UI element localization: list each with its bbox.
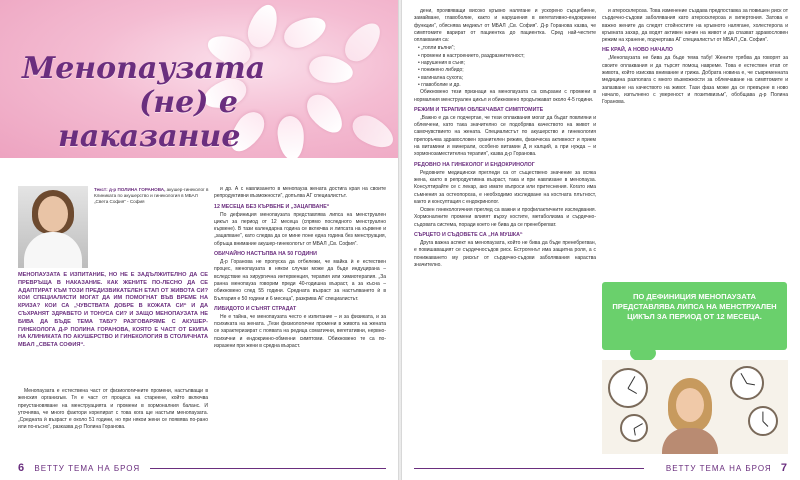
paragraph: и др. А с навлизането в менопауза жената достига края на своите репродуктивни възможности“, допълва АГ специалистът.	[214, 186, 386, 200]
section-heading: НЕ КРАЙ, А НОВО НАЧАЛО	[602, 47, 673, 54]
page-number: 6	[18, 462, 26, 474]
portrait-coat	[24, 232, 82, 268]
clock-hand	[633, 428, 635, 435]
clock-icon	[730, 366, 764, 400]
hero-image-petals	[0, 0, 398, 158]
author-caption	[94, 187, 212, 205]
author-name: Текст: д-р ПОЛИНА ГОРАНОВА,	[94, 187, 166, 192]
page-number: 7	[780, 462, 788, 474]
left-folio	[18, 462, 140, 474]
paragraph: „Важно е да се подчертае, че тези оплаквания могат да бъдат повлияни и облекчени, като така значително се подобрява качеството на живот и самочувствието на жената. Специалистът по акушерство и гинекология препоръчва здравословен хранителен режим, физическа активност и прием на витамини и минерали, особено витамин Д и калций, а при нужда – и хормонозаместителна терапия“, казва д-р Горанова.	[414, 114, 596, 158]
stressed-woman-figure	[660, 378, 720, 454]
portrait-face	[38, 196, 68, 232]
left-page	[0, 0, 398, 480]
list-item: • главоболие и др.	[418, 81, 461, 88]
section-heading: РЕЖИМ И ТЕРАПИИ ОБЛЕКЧАВАТ СИМПТОМИТЕ	[414, 106, 544, 113]
section-heading: СЪРЦЕТО И СЪДОВЕТЕ СА „НА МУШКА“	[414, 232, 523, 239]
section-label: ВЕТТУ ТЕМА НА БРОЯ	[665, 464, 772, 473]
right-column-1	[414, 8, 596, 270]
figure-top	[662, 428, 718, 454]
symptom-list	[414, 45, 596, 89]
petal	[243, 1, 282, 51]
section-heading: 12 МЕСЕЦА БЕЗ КЪРВЕНЕ И „ЗАЦАПВАНЕ“	[214, 203, 330, 210]
list-item: • понижено либидо;	[418, 67, 464, 74]
paragraph: Менопаузата е естествена част от физиологичните промени, настъпващи в женския организъм. Тя е част от процеса на стареене, който включва преустановяване на менструацията и промени в хормоналния баланс. И уточнява, че много фактори корелират с това кога ще настъпи менопаузата. „Средната ѝ възраст е около 51 години, но при някои жени се появява по-рано или по-късно“, разказва д-р Полина Горанова.	[18, 388, 208, 431]
figure-face	[676, 388, 704, 422]
clock-icon	[620, 414, 648, 442]
petal	[339, 17, 387, 67]
title-line-1: Менопаузата	[22, 51, 266, 86]
clock-hand	[747, 383, 755, 386]
article-title	[22, 51, 266, 154]
author-role: акушер-гинеколог в Клиниката по акушерство и гинекология в МБАЛ „Света София“ - София	[94, 187, 209, 204]
paragraph: Обикновено тези признаци на менопаузата са свързани с промени в нормалния менструален цикъл и обикновено продължават около 4-5 години.	[414, 89, 596, 103]
clock-hand	[763, 421, 769, 427]
paragraph: Редовните медицински прегледи са от съществено значение за всяка жена, както в репродуктивна възраст, така и при навлизане в менопауза. Консултирайте се с лекар, ако имате въпроси или притеснения. Когато има съмнения за остеопороза, е необходимо изследване на костната плътност, както и консултация с ендокринолог.	[414, 169, 596, 205]
list-item: • вагинална сухота;	[418, 74, 464, 81]
paragraph: Друга важна аспект на менопаузата, който не бива да бъде пренебрегван, е повишаващият се сърдечносъдов риск. Естрогенът има защитна роля, а с понижаването му рискът от сърдечно-съдови заболявания нараства значително.	[414, 240, 596, 268]
clock-hand	[628, 388, 637, 394]
clock-hand	[627, 376, 635, 389]
clock-icon	[608, 368, 648, 408]
petal	[280, 11, 331, 53]
article-intro: МЕНОПАУЗАТА Е ИЗПИТАНИЕ, НО НЕ Е ЗАДЪЛЖИТЕЛНО ДА СЕ ПРЕВРЪЩА В НАКАЗАНИЕ. КАК ЖЕНИТE ПО-ЛЕСНО ДА СЕ АДАПТИРАТ КЪМ ТОЗИ ПРЕДИЗВИКАТЕЛЕН ЕТАП ОТ ЖИВОТА СИ? КОИ СПЕЦИАЛИСТИ МОГАТ ДА ИМ ПОМОГНАТ ВЪВ ВРЕМЕ НА КРИЗА? КОИ СА „ЧУВСТВАТА ДОБРЕ В КОЖАТА СИ“ И ДА СЪХРАНЯТ ЗДРАВЕТО И ТОНУСА СИ? И ЗАЩО МЕНОПАУЗАТА НЕ БИВА ДА БЪДЕ ТЕМА ТАБУ? РАЗГОВАРЯМЕ С АКУШЕР-ГИНЕКОЛОГА Д-Р ПОЛИНА ГОРАНОВА, КОЯТО Е ЧАСТ ОТ ЕКИПА НА КЛИНИКАТА ПО АКУШЕРСТВО И ГИНЕКОЛОГИЯ В СТОЛИЧНАТА МБАЛ „СВЕТА СОФИЯ“.	[18, 272, 208, 349]
petal	[301, 89, 349, 139]
list-item: • „топли вълни“;	[418, 45, 455, 52]
right-page	[402, 0, 800, 480]
list-item: • нарушения в съня;	[418, 60, 465, 67]
pull-quote-callout: ПО ДЕФИНИЦИЯ МЕНОПАУЗАТА ПРЕДСТАВЛЯВА ЛИПСА НА МЕНСТРУАЛЕН ЦИКЪЛ ЗА ПЕРИОД ОТ 12 МЕСЕЦА.	[602, 282, 787, 350]
right-folio	[666, 462, 788, 474]
title-line-2: (не) е	[139, 85, 238, 120]
petal	[276, 115, 306, 158]
clock-icon	[748, 406, 778, 436]
folio-rule	[150, 468, 386, 469]
author-portrait	[18, 186, 88, 268]
paragraph: Не е тайна, че менопаузата често е изпитание – и за физиката, и за психиката на жената. „Тези физиологични промени в живота на жената се характеризират с появата на редица соматични, вегетативни, нервно-психични и ендокринно-обменни симптоми. Обикновено те са по-изразени при жени в средна възраст.	[214, 313, 386, 350]
clocks-illustration	[602, 360, 788, 454]
list-item: • промени в настроението, раздразнителност;	[418, 52, 525, 59]
petal	[347, 110, 398, 155]
folio-rule	[414, 468, 644, 469]
left-column-2	[214, 186, 386, 351]
paragraph: Д-р Горанова не пропуска да отбележи, че майка ѝ е естествен процес, менопаузата в някои случаи може да бъде индуцирана – вследствие на хирургична интервенция, терапия или химиотерапия. „За ранна менопауза говорим преди 40-годишна възраст, а за късна – обикновено след 55 години. Средната възраст за настъпването ѝ в България е 50 години и 6 месеца“, разкрива АГ специалистът.	[214, 259, 386, 302]
paragraph: и атеросклероза. Това изменение създава предпоставка за повишен риск от сърдечно-съдови заболявания като атеросклероза и хипертония. Затова е важно жените да следят стойностите на кръвното налягане, холестерола и кръвната захар, да водят активен начин на живот и да спазват здравословен режим на хранене, подчертава АГ специалистът от МБАЛ „Св. София“.	[602, 8, 788, 44]
left-column-1	[18, 388, 208, 433]
section-label: ВЕТТУ ТЕМА НА БРОЯ	[34, 464, 141, 473]
right-column-2	[602, 8, 788, 108]
section-heading: ОБИЧАЙНО НАСТЪПВА НА 50 ГОДИНИ	[214, 251, 317, 258]
clock-hand	[634, 423, 643, 429]
section-heading: ЛИБИДОТО И СЪНЯТ СТРАДАТ	[214, 305, 297, 312]
paragraph: „Менопаузата не бива да бъде тема табу! Жените трябва да говорят за своите оплаквания и да търсят помощ навреме. Това е естествен етап от живота, който изисква внимание и грижа. Добрата новина е, че съвременната медицина разполага с много възможности за облекчаване на симптомите и запазване на качеството на живот. Тази фаза може да се превърне в ново начало, изпълнено с увереност и позитивизъм“, обобщава д-р Полина Горанова.	[602, 55, 788, 106]
paragraph: Освен гинекологичния преглед са важни и профилактичните изследвания. Хормоналните промени влияят върху костите, метаболизма и сърдечно-съдовата система, поради което не бива да се пренебрегват.	[414, 207, 596, 228]
paragraph: По дефиниция менопаузата представлява липса на менструален цикъл за период от 12 месеца (спрямо последното менструално кървене). В тази календарна година се включва и липсата на кървене и „зацапване“, като следва да се мине поне една година без менструация, обръща внимание акушер-гинекологът от МБАЛ „Св. София“.	[214, 211, 386, 247]
paragraph: дени, проявяващи високо кръвно налягане и ускорено сърцебиене, замайване, главоболие, както и нарушения в вегетативно-ендокринни функции“, обяснява медикът от МБАЛ „Св. София“. Д-р Горанова казва, че симптомите варират от пациентка до пациентка. Сред най-честите оплаквания са:	[414, 8, 596, 44]
title-line-3: наказание	[58, 119, 241, 154]
section-heading: РЕДОВНО НА ГИНЕКОЛОГ И ЕНДОКРИНОЛОГ	[414, 161, 535, 168]
